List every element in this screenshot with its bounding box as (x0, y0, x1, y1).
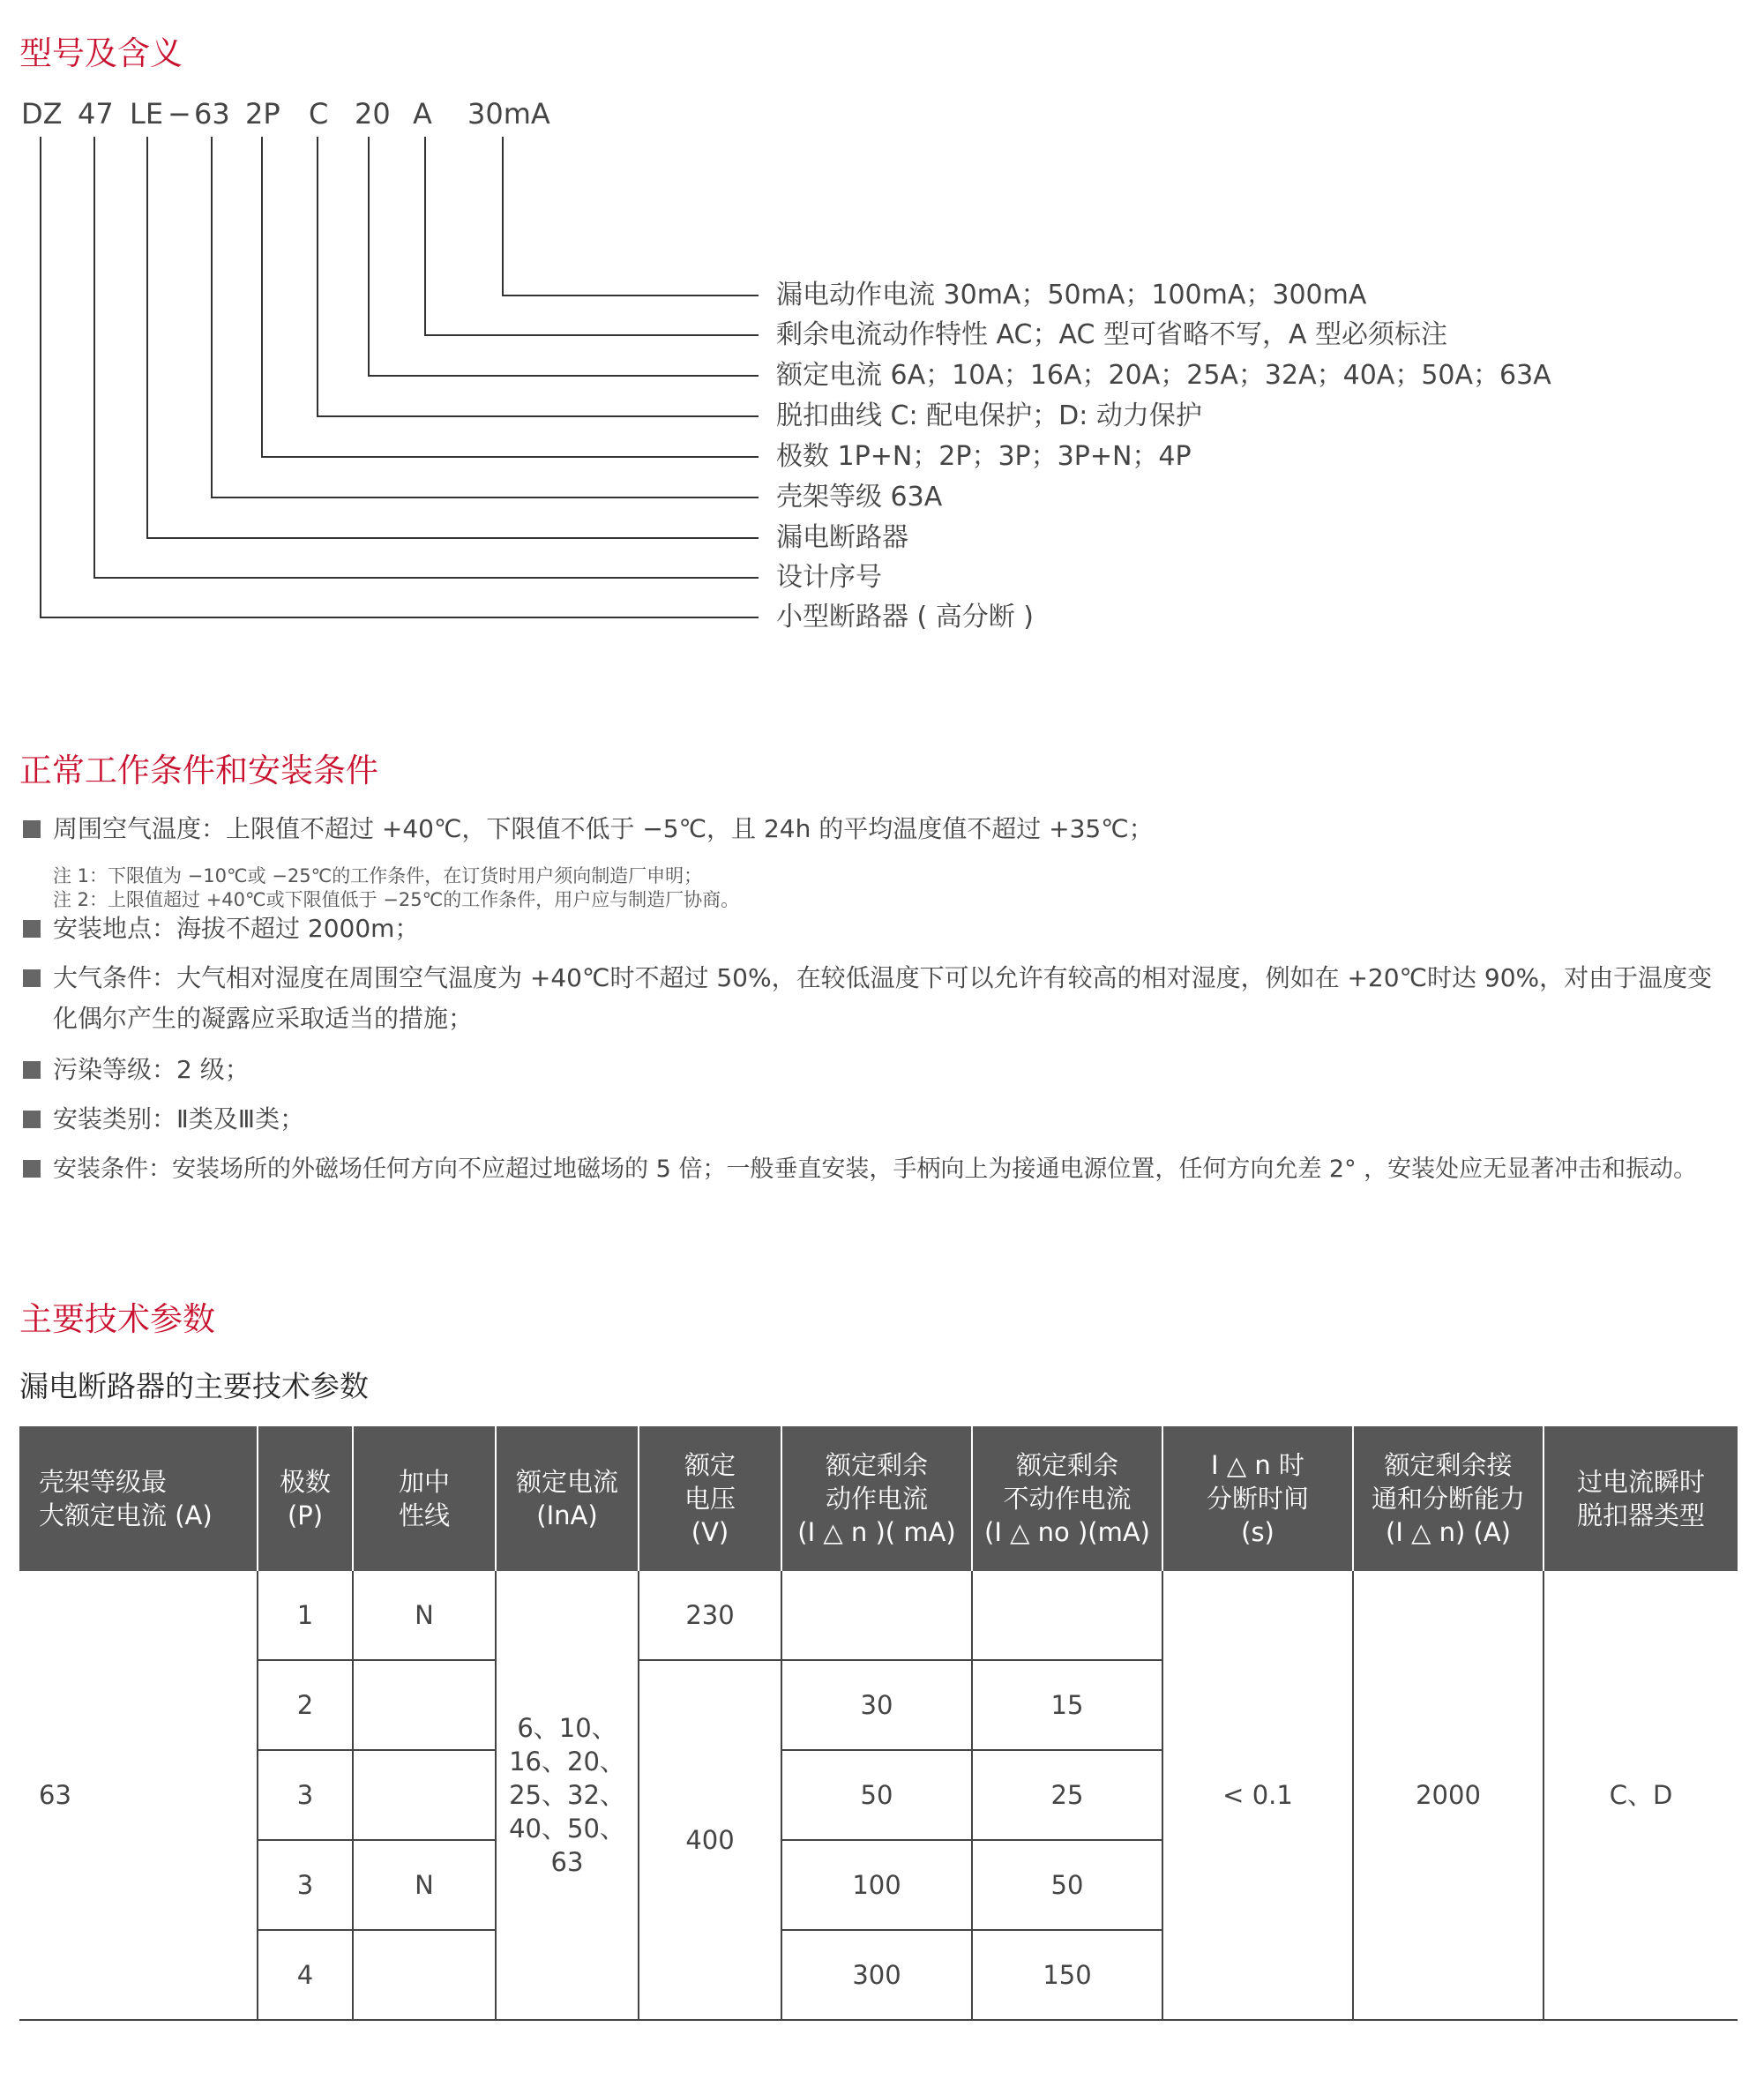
meaning-rcd: 漏电断路器 (776, 522, 908, 553)
connector-20 (369, 137, 759, 376)
cell-voltage-230: 230 (639, 1571, 781, 1660)
meaning-poles: 极数 1P+N；2P；3P；3P+N；4P (776, 441, 1192, 472)
code-part-20: 20 (355, 97, 391, 131)
cell-poles: 3 (258, 1840, 353, 1930)
cell-residual-non-operating: 15 (972, 1660, 1162, 1750)
meaning-leakage-current: 漏电动作电流 30mA；50mA；100mA；300mA (776, 280, 1367, 310)
cell-residual-non-operating: 150 (972, 1930, 1162, 2020)
cell-residual-operating: 30 (781, 1660, 972, 1750)
cell-neutral (353, 1930, 496, 2020)
code-part-63: 63 (194, 97, 230, 131)
col-header-residual-operating: 额定剩余 动作电流 (I △ n )( mA) (781, 1426, 972, 1571)
cell-residual-non-operating: 25 (972, 1750, 1162, 1840)
meaning-rated-current: 额定电流 6A；10A；16A；20A；25A；32A；40A；50A；63A (776, 360, 1551, 391)
condition-pollution-text: 污染等级：2 级； (53, 1055, 250, 1084)
col-header-voltage: 额定 电压 (V) (639, 1426, 781, 1571)
condition-note-2: 注 2：上限值超过 +40℃或下限值低于 −25℃的工作条件，用户应与制造厂协商。 (53, 889, 740, 910)
cell-neutral: N (353, 1571, 496, 1660)
col-header-frame-current: 壳架等级最 大额定电流 (A) (19, 1426, 258, 1571)
cell-residual-operating (781, 1571, 972, 1660)
cell-neutral (353, 1660, 496, 1750)
code-part-a: A (413, 97, 432, 131)
condition-altitude (23, 909, 419, 949)
condition-atmosphere-cont (53, 999, 473, 1039)
meaning-trip-curve: 脱扣曲线 C: 配电保护；D: 动力保护 (776, 400, 1202, 431)
col-header-poles: 极数 (P) (258, 1426, 353, 1571)
bullet-square-icon (23, 969, 41, 987)
section-title-params: 主要技术参数 (19, 1300, 215, 1338)
cell-trip-type: C、D (1544, 1571, 1738, 2020)
bullet-square-icon (23, 820, 41, 838)
condition-installation (23, 1149, 1697, 1190)
col-header-break-time: I △ n 时 分断时间 (s) (1162, 1426, 1353, 1571)
connector-2p (262, 137, 759, 457)
condition-altitude-text: 安装地点：海拔不超过 2000m； (53, 914, 420, 943)
condition-atmosphere-line2: 化偶尔产生的凝露应采取适当的措施； (53, 1004, 474, 1033)
col-header-capacity: 额定剩余接 通和分断能力 (I △ n) (A) (1353, 1426, 1544, 1571)
bullet-square-icon (23, 1111, 41, 1128)
cell-residual-non-operating (972, 1571, 1162, 1660)
connector-63 (212, 137, 759, 497)
cell-rated-current: 6、10、 16、20、 25、32、 40、50、 63 (496, 1571, 639, 2020)
code-part-dz: DZ (21, 97, 63, 131)
condition-atmosphere-line1: 大气条件：大气相对湿度在周围空气温度为 +40℃时不超过 50%，在较低温度下可以允许有较高的相对湿度，例如在 +20℃时达 90%，对由于温度变 (53, 963, 1713, 992)
col-header-trip-type: 过电流瞬时 脱扣器类型 (1544, 1426, 1738, 1571)
code-part-47: 47 (78, 97, 114, 131)
condition-ambient-text: 周围空气温度：上限值不超过 +40℃，下限值不低于 −5℃，且 24h 的平均温度值不超过 +35℃； (53, 814, 1154, 843)
connector-a (425, 137, 759, 335)
table-title: 漏电断路器的主要技术参数 (19, 1369, 369, 1403)
cell-poles: 3 (258, 1750, 353, 1840)
col-header-rated-current: 额定电流 (InA) (496, 1426, 639, 1571)
bullet-square-icon (23, 1061, 41, 1079)
condition-installation-text: 安装条件：安装场所的外磁场任何方向不应超过地磁场的 5 倍；一般垂直安装，手柄向上为接通电源位置，任何方向允差 2° ，安装处应无显著冲击和振动。 (53, 1156, 1698, 1183)
connector-dz (41, 137, 759, 617)
meaning-mcb: 小型断路器 ( 高分断 ) (776, 602, 1035, 632)
cell-neutral (353, 1750, 496, 1840)
parameters-table (19, 1426, 1738, 2021)
cell-voltage-400: 400 (639, 1660, 781, 2020)
meaning-design-number: 设计序号 (776, 562, 882, 593)
connector-30ma (503, 137, 759, 295)
meaning-residual-characteristic: 剩余电流动作特性 AC；AC 型可省略不写，A 型必须标注 (776, 319, 1448, 350)
cell-residual-non-operating: 50 (972, 1840, 1162, 1930)
cell-residual-operating: 300 (781, 1930, 972, 2020)
connector-47 (94, 137, 759, 578)
code-part-c: C (309, 97, 329, 131)
condition-pollution (23, 1050, 250, 1090)
cell-poles: 4 (258, 1930, 353, 2020)
condition-category (23, 1099, 304, 1140)
col-header-neutral: 加中 性线 (353, 1426, 496, 1571)
condition-note-1: 注 1：下限值为 −10℃或 −25℃的工作条件，在订货时用户须向制造厂申明； (53, 865, 703, 886)
code-part-30ma: 30mA (467, 97, 550, 131)
code-part-le: LE (130, 97, 164, 131)
condition-category-text: 安装类别：Ⅱ类及Ⅲ类； (53, 1104, 305, 1133)
connector-le (147, 137, 759, 538)
cell-residual-operating: 50 (781, 1750, 972, 1840)
section-title-model: 型号及含义 (19, 34, 183, 72)
cell-residual-operating: 100 (781, 1840, 972, 1930)
condition-ambient (23, 809, 1154, 849)
code-part-dash: − (168, 97, 191, 131)
connector-c (318, 137, 759, 416)
condition-atmosphere (23, 958, 1712, 999)
section-title-conditions: 正常工作条件和安装条件 (19, 752, 378, 789)
cell-neutral: N (353, 1840, 496, 1930)
code-part-2p: 2P (245, 97, 280, 131)
col-header-residual-non-operating: 额定剩余 不动作电流 (I △ no )(mA) (972, 1426, 1162, 1571)
bullet-square-icon (23, 1160, 41, 1178)
cell-break-time: < 0.1 (1162, 1571, 1353, 2020)
table-row (19, 1571, 1738, 1660)
meaning-frame: 壳架等级 63A (776, 482, 943, 512)
cell-frame-current: 63 (19, 1571, 258, 2020)
cell-poles: 2 (258, 1660, 353, 1750)
table-header-row (19, 1426, 1738, 1571)
bullet-square-icon (23, 920, 41, 938)
cell-poles: 1 (258, 1571, 353, 1660)
cell-capacity: 2000 (1353, 1571, 1544, 2020)
